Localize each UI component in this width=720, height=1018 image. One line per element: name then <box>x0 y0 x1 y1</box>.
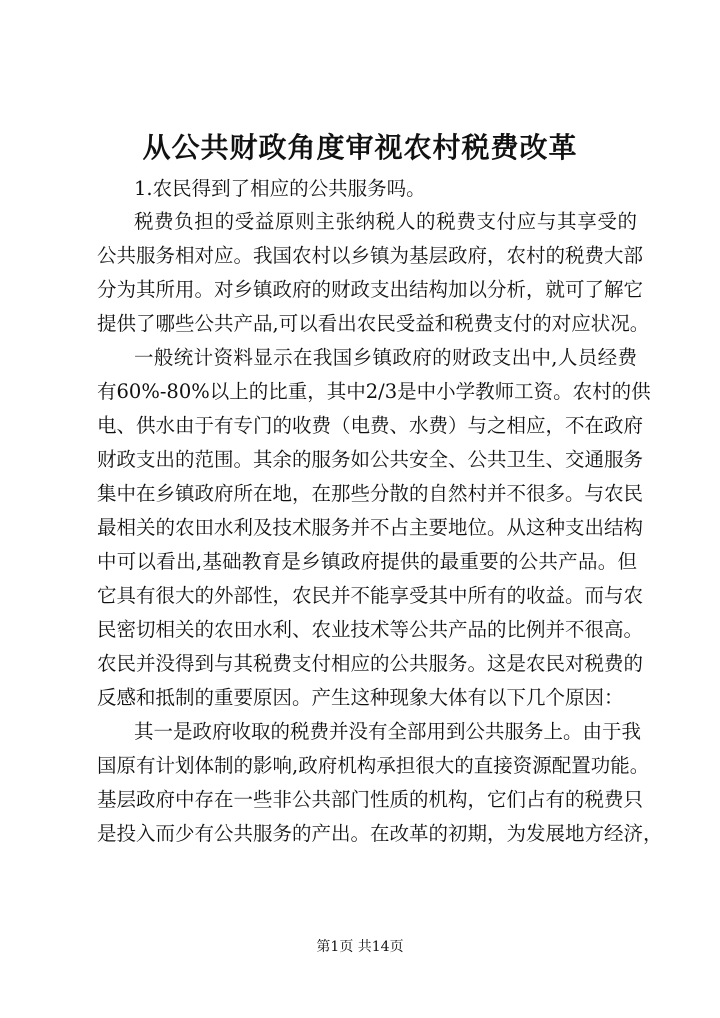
body-line-17: 其一是政府收取的税费并没有全部用到公共服务上。由于我 <box>134 720 642 743</box>
body-line-3: 公共服务相对应。我国农村以乡镇为基层政府，农村的税费大部 <box>97 244 644 267</box>
body-line-10: 集中在乡镇政府所在地，在那些分散的自然村并不很多。与农民 <box>97 482 644 505</box>
body-line-7: 有60%-80%以上的比重，其中2/3是中小学教师工资。农村的供 <box>97 380 651 403</box>
body-line-9: 财政支出的范围。其余的服务如公共安全、公共卫生、交通服务 <box>97 448 644 471</box>
page-footer: 第1页 共14页 <box>316 939 404 955</box>
body-line-13: 它具有很大的外部性，农民并不能享受其中所有的收益。而与农 <box>97 584 644 607</box>
body-line-20: 是投入而少有公共服务的产出。在改革的初期，为发展地方经济， <box>97 822 663 845</box>
body-line-16: 反感和抵制的重要原因。产生这种现象大体有以下几个原因： <box>97 686 624 709</box>
document-title: 从公共财政角度审视农村税费改革 <box>142 131 578 164</box>
body-line-4: 分为其所用。对乡镇政府的财政支出结构加以分析，就可了解它 <box>97 278 644 301</box>
body-line-11: 最相关的农田水利及技术服务并不占主要地位。从这种支出结构 <box>97 516 644 539</box>
body-line-5: 提供了哪些公共产品,可以看出农民受益和税费支付的对应状况。 <box>97 312 650 335</box>
body-line-1: 1.农民得到了相应的公共服务吗。 <box>134 177 426 200</box>
body-line-15: 农民并没得到与其税费支付相应的公共服务。这是农民对税费的 <box>97 652 644 675</box>
body-line-12: 中可以看出,基础教育是乡镇政府提供的最重要的公共产品。但 <box>97 550 637 573</box>
body-line-19: 基层政府中存在一些非公共部门性质的机构，它们占有的税费只 <box>97 788 644 811</box>
body-line-6: 一般统计资料显示在我国乡镇政府的财政支出中,人员经费 <box>134 346 637 369</box>
body-line-14: 民密切相关的农田水利、农业技术等公共产品的比例并不很高。 <box>97 618 644 641</box>
body-line-8: 电、供水由于有专门的收费（电费、水费）与之相应，不在政府 <box>97 414 644 437</box>
body-line-2: 税费负担的受益原则主张纳税人的税费支付应与其享受的 <box>134 210 637 233</box>
body-line-18: 国原有计划体制的影响,政府机构承担很大的直接资源配置功能。 <box>97 754 650 777</box>
